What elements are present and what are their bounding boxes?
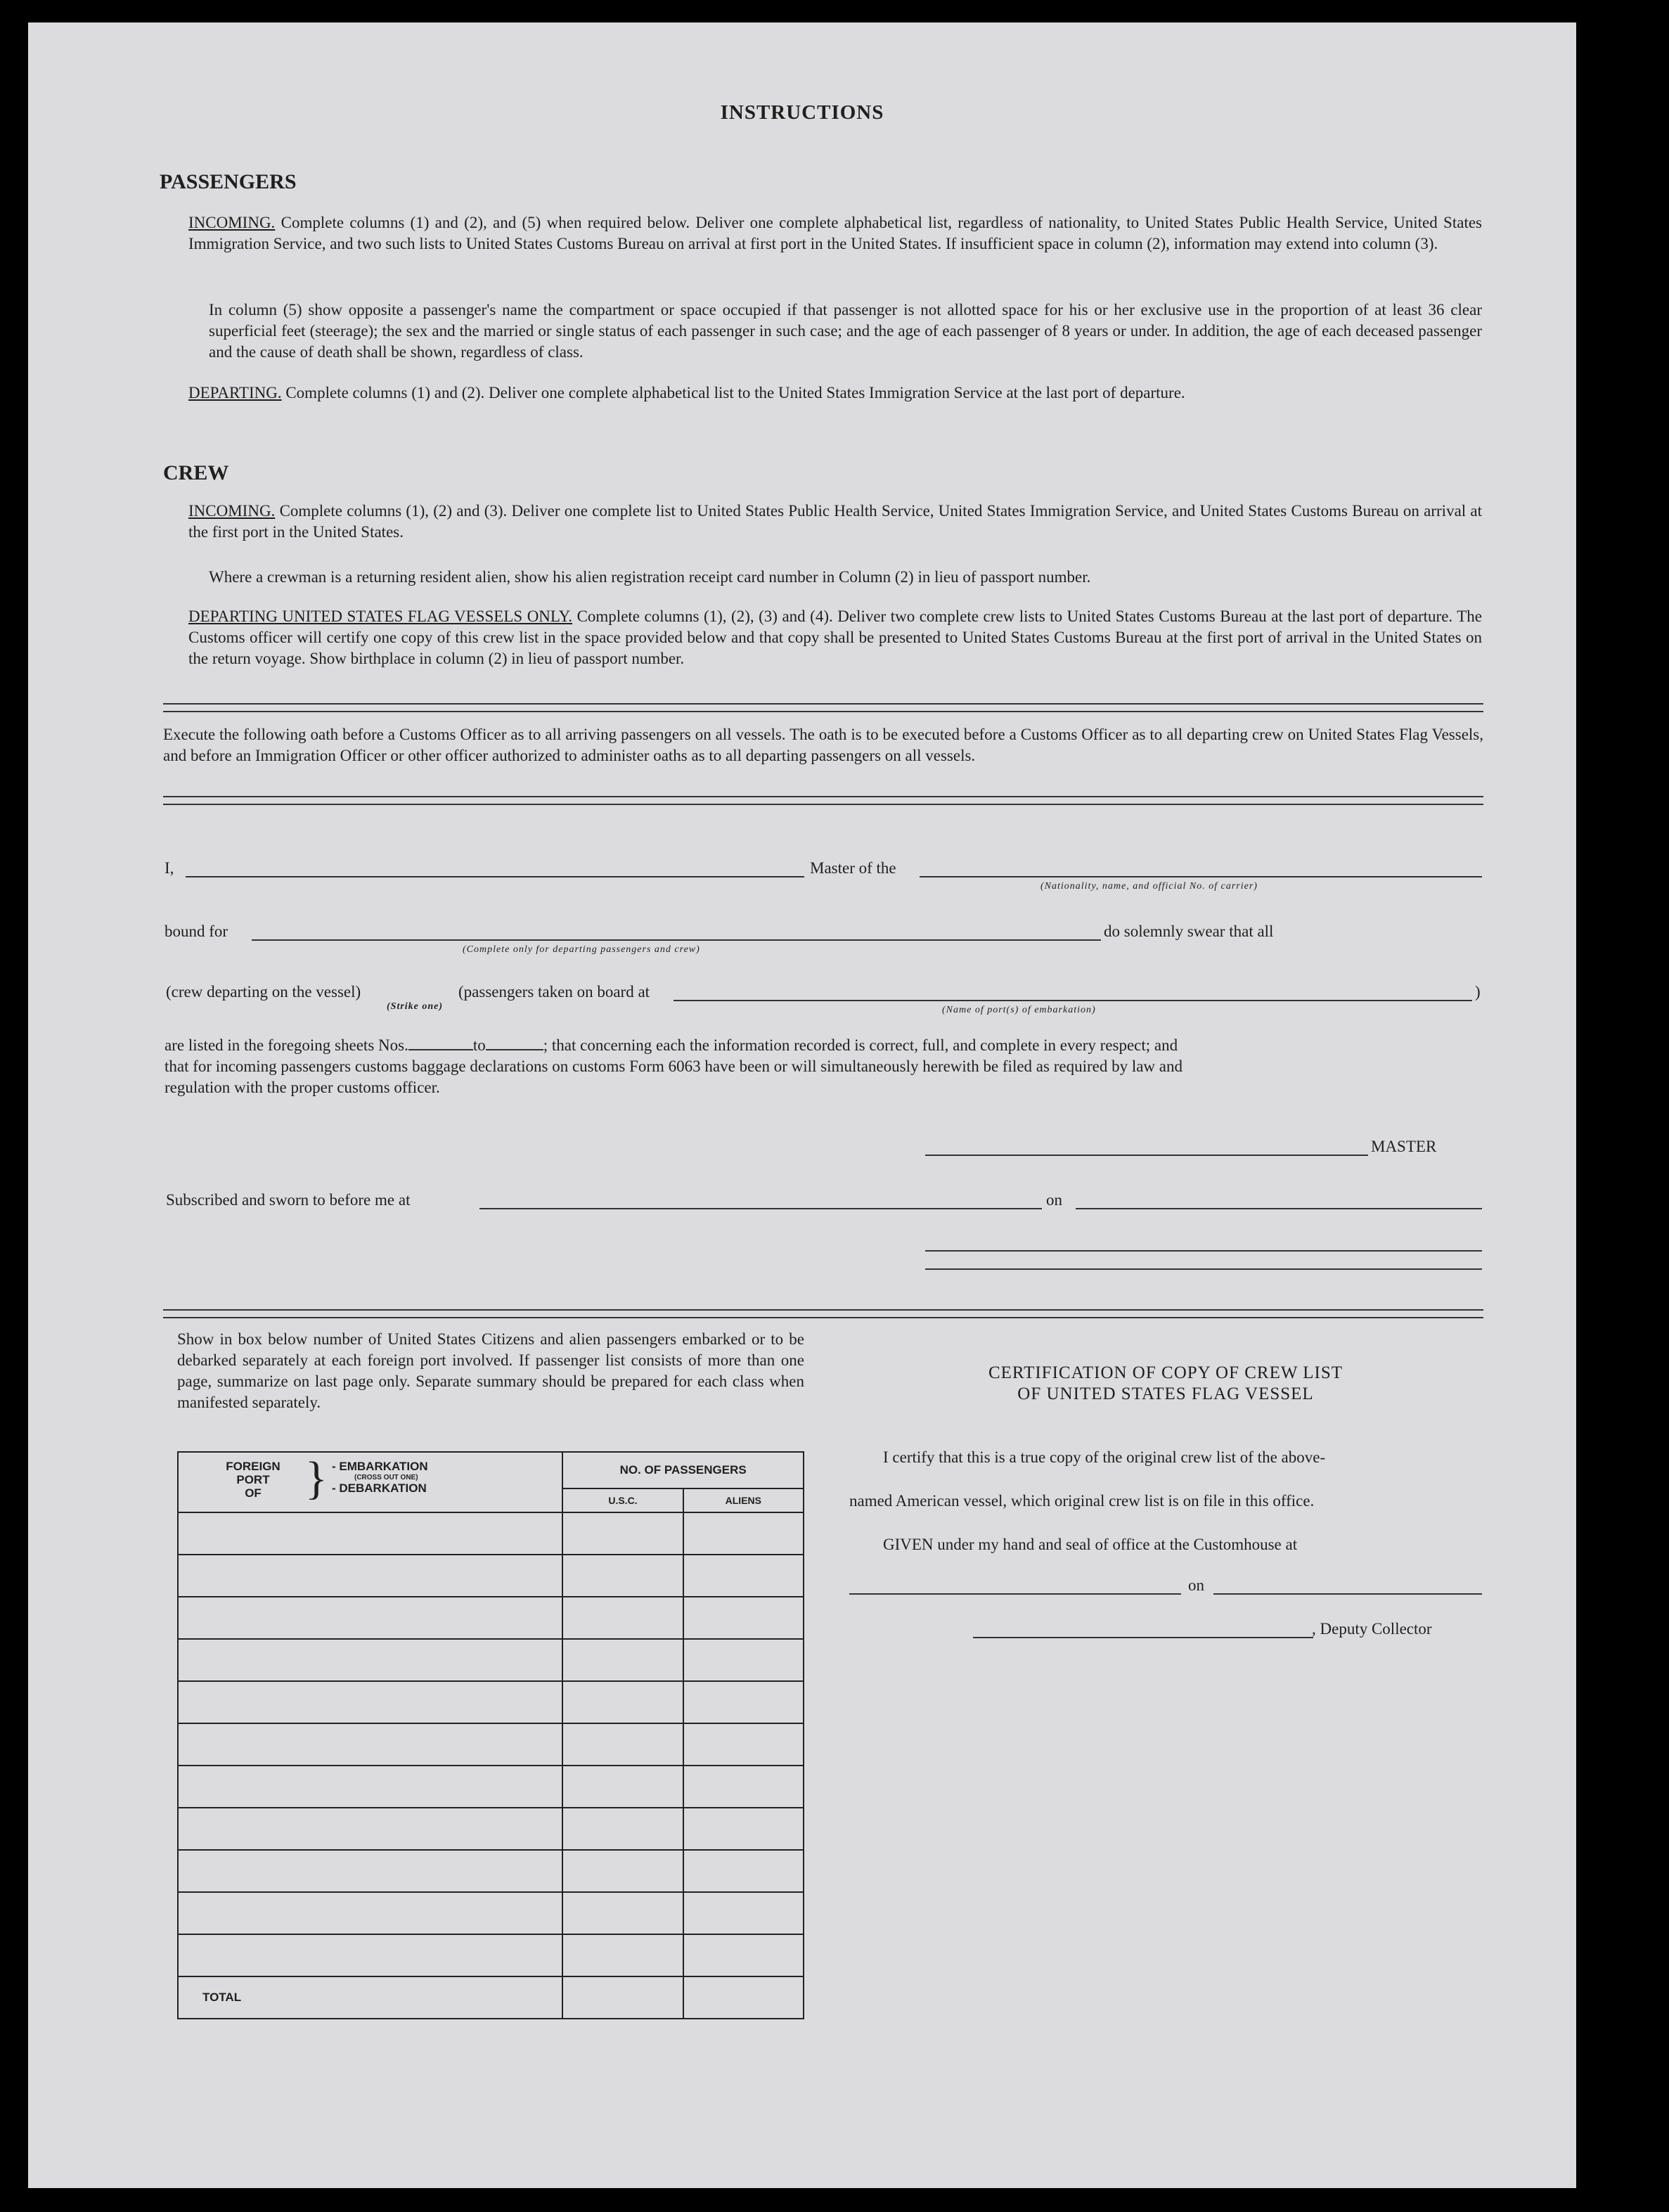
aliens-cell[interactable] [683,1639,804,1681]
port-header-cell [178,1452,562,1512]
sworn-on-field[interactable] [1076,1208,1482,1209]
aliens-cell[interactable] [683,1597,804,1639]
embarkation-port-field[interactable] [674,1000,1472,1001]
passenger-summary-table [177,1451,804,2019]
port-cell[interactable] [178,1597,562,1639]
crew-incoming-text: Complete columns (1), (2) and (3). Deliver one complete list to United States Public Health Service, United States Immigration Service, and United States Customs Bureau on arrival at the first port in the United States. [188,502,1483,541]
bound-for-label: bound for [165,922,228,940]
debarkation-option[interactable]: - DEBARKATION [332,1481,427,1495]
carrier-field[interactable] [920,876,1482,877]
usc-cell[interactable] [562,1934,683,1976]
aliens-cell[interactable] [683,1512,804,1555]
embarkation-port-note: (Name of port(s) of embarkation) [942,1005,1096,1015]
aliens-cell[interactable] [683,1850,804,1892]
listed-prefix: are listed in the foregoing sheets Nos. [165,1036,408,1054]
total-usc-cell[interactable] [562,1976,683,2019]
cross-out-note: (CROSS OUT ONE) [354,1474,418,1481]
deputy-collector-label: , Deputy Collector [1312,1620,1432,1638]
total-aliens-cell[interactable] [683,1976,804,2019]
certification-title-line-1: CERTIFICATION OF COPY OF CREW LIST [988,1363,1343,1382]
port-cell[interactable] [178,1723,562,1766]
usc-cell[interactable] [562,1639,683,1681]
swear-text: do solemnly swear that all [1104,922,1274,940]
table-row [178,1850,804,1892]
master-of-the-label: Master of the [810,859,896,877]
of-label: OF [245,1486,262,1500]
given-text: GIVEN under my hand and seal of office at the Customhouse at [883,1536,1298,1553]
port-cell[interactable] [178,1512,562,1555]
usc-cell[interactable] [562,1808,683,1850]
crew-incoming-paragraph [188,501,1482,543]
aliens-cell[interactable] [683,1808,804,1850]
crew-departing-text: Complete columns (1), (2), (3) and (4). Deliver two complete crew lists to United States Customs Bureau at the last port of departure. The Customs officer will certify one copy of this crew list in the space provided below and that copy shall be presented to United States Customs Bureau at the first port of arrival in the United States on the return voyage. Show birthplace in column (2) in lieu of passport number. [188,607,1483,667]
aliens-cell[interactable] [683,1555,804,1597]
divider [163,703,1483,712]
oath-instruction: Execute the following oath before a Customs Officer as to all arriving passengers on all vessels. The oath is to be executed before a Customs Officer as to all departing crew on United States Flag Vessels, and before an Immigration Officer or other officer authorized to administer oaths as to all departing passengers on all vessels. [163,726,1483,764]
crew-departing-option[interactable]: (crew departing on the vessel) [166,983,361,1001]
usc-cell[interactable] [562,1512,683,1555]
port-cell[interactable] [178,1681,562,1723]
table-row [178,1639,804,1681]
crew-incoming-label: INCOMING. [188,502,276,520]
passengers-departing-text: Complete columns (1) and (2). Deliver one complete alphabetical list to the United States Immigration Service at the last port of departure. [285,384,1185,401]
port-cell[interactable] [178,1555,562,1597]
aliens-cell[interactable] [683,1892,804,1934]
usc-cell[interactable] [562,1850,683,1892]
table-row [178,1597,804,1639]
certification-date-field[interactable] [1213,1593,1482,1595]
sworn-at-field[interactable] [479,1208,1042,1209]
customhouse-field[interactable] [849,1593,1181,1595]
usc-header: U.S.C. [562,1488,683,1512]
port-cell[interactable] [178,1892,562,1934]
usc-cell[interactable] [562,1723,683,1766]
officer-signature-field[interactable] [925,1250,1482,1252]
passengers-incoming-text: Complete columns (1) and (2), and (5) when required below. Deliver one complete alphabetical list, regardless of nationality, to United States Public Health Service, United States Immigration Service, and two such lists to United States Customs Bureau on arrival at first port in the United States. If insufficient space in column (2), information may extend into column (3). [188,214,1482,252]
aliens-cell[interactable] [683,1934,804,1976]
no-of-passengers-header: NO. OF PASSENGERS [562,1452,804,1488]
aliens-cell[interactable] [683,1766,804,1808]
crew-resident-paragraph: Where a crewman is a returning resident alien, show his alien registration receipt card number in Column (2) in lieu of passport number. [209,568,1091,586]
port-cell[interactable] [178,1850,562,1892]
bound-for-note: (Complete only for departing passengers and crew) [463,944,700,955]
port-cell[interactable] [178,1766,562,1808]
table-row [178,1892,804,1934]
crew-departing-paragraph [188,606,1482,669]
bound-for-field[interactable] [252,939,1101,941]
port-cell[interactable] [178,1808,562,1850]
usc-cell[interactable] [562,1892,683,1934]
passengers-taken-option[interactable]: (passengers taken on board at [458,983,650,1001]
table-row [178,1808,804,1850]
port-cell[interactable] [178,1934,562,1976]
certify-line-1: I certify that this is a true copy of the original crew list of the above- [883,1448,1326,1466]
master-name-field[interactable] [186,876,804,877]
page-title: INSTRUCTIONS [720,101,884,124]
sworn-on-label: on [1046,1191,1062,1209]
aliens-cell[interactable] [683,1723,804,1766]
port-label: PORT [236,1473,270,1486]
table-row [178,1555,804,1597]
total-label: TOTAL [178,1976,562,2019]
listed-suffix: ; that concerning each the information recorded is correct, full, and complete in every respect; and [543,1036,1178,1054]
listed-line-1 [165,1035,1485,1056]
listed-line-3: regulation with the proper customs officer. [165,1079,440,1096]
certify-line-2: named American vessel, which original crew list is on file in this office. [849,1492,1315,1510]
master-label: MASTER [1371,1138,1437,1155]
sheet-from-field[interactable] [408,1049,473,1050]
listed-to: to [472,1036,486,1054]
sheet-to-field[interactable] [486,1049,543,1050]
usc-cell[interactable] [562,1597,683,1639]
foreign-label: FOREIGN [226,1460,281,1473]
certification-on-label: on [1188,1576,1204,1594]
brace: } [305,1453,328,1504]
listed-line-2: that for incoming passengers customs baggage declarations on customs Form 6063 have been or will simultaneously herewith be filed as required by law and [165,1057,1183,1075]
passengers-column5-paragraph: In column (5) show opposite a passenger's name the compartment or space occupied if that passenger is not allotted space for his or her exclusive use in the proportion of at least 36 clear superficial feet (steerage); the sex and the married or single status of each passenger in such case; and the age of each passenger of 8 years or under. In addition, the age of each deceased passenger and the cause of death shall be shown, regardless of class. [209,301,1482,361]
strike-one-note: (Strike one) [387,1001,444,1012]
summary-instruction: Show in box below number of United States Citizens and alien passengers embarked or to be debarked separately at each foreign port involved. If passenger list consists of more than one page, summarize on last page only. Separate summary should be prepared for each class when manifested separately. [177,1330,804,1411]
passengers-incoming-label: INCOMING. [188,214,276,231]
embarkation-option[interactable]: - EMBARKATION [332,1460,428,1473]
passengers-incoming-paragraph [188,212,1482,255]
table-row [178,1512,804,1555]
passengers-departing-label: DEPARTING. [188,384,282,401]
aliens-header: ALIENS [683,1488,804,1512]
port-cell[interactable] [178,1639,562,1681]
form-page [28,22,1576,2188]
table-row [178,1723,804,1766]
oath-i-label: I, [165,859,174,877]
usc-cell[interactable] [562,1681,683,1723]
passengers-heading: PASSENGERS [160,170,297,193]
passengers-departing-paragraph [188,382,1482,404]
certification-title [849,1363,1482,1405]
officer-title-field[interactable] [925,1268,1482,1270]
divider [163,1309,1483,1318]
close-paren: ) [1475,983,1481,1001]
certification-title-line-2: OF UNITED STATES FLAG VESSEL [1017,1384,1314,1403]
master-signature-field[interactable] [925,1155,1368,1156]
table-row [178,1681,804,1723]
carrier-note: (Nationality, name, and official No. of carrier) [1040,881,1258,892]
divider [163,796,1483,805]
table-row [178,1766,804,1808]
usc-cell[interactable] [562,1766,683,1808]
deputy-signature-field[interactable] [973,1637,1313,1638]
aliens-cell[interactable] [683,1681,804,1723]
subscribed-label: Subscribed and sworn to before me at [166,1191,411,1209]
table-row [178,1934,804,1976]
crew-departing-label: DEPARTING UNITED STATES FLAG VESSELS ONLY. [188,607,573,625]
usc-cell[interactable] [562,1555,683,1597]
crew-heading: CREW [163,461,229,484]
